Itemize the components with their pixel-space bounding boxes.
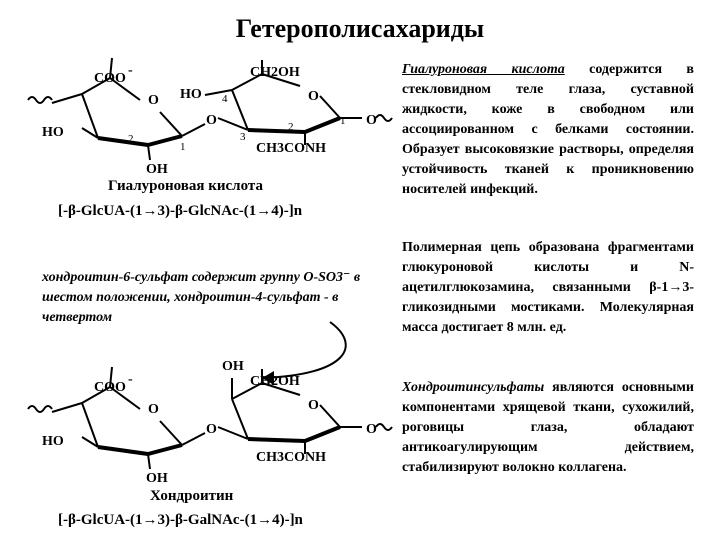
ch2oh-label-2: CH2OH	[250, 374, 300, 389]
oh-label: OH	[146, 162, 168, 177]
carbon-number-3: 3	[240, 131, 246, 143]
term-hyaluronic: Гиалуроновая кислота	[402, 62, 565, 77]
paragraph-polymer-chain: Полимерная цепь образована фрагментами глюкуроновой кислоты и N-ацетилглюкозамина, связанными β-1→3-гликозидными мостиками. Молекулярная масса достигает 8 млн. ед.	[402, 240, 694, 335]
ring-oxygen-3: O	[148, 402, 159, 417]
paragraph-chondroitin	[402, 378, 694, 478]
coo-minus-2: -	[128, 372, 133, 387]
glycosidic-oxygen-2: O	[206, 422, 217, 437]
end-oxygen-2: O	[366, 422, 377, 437]
ch3conh-label: CH3CONH	[256, 141, 326, 156]
ring-oxygen-1: O	[148, 93, 159, 108]
ho-left-label: HO	[42, 125, 64, 140]
hyaluronic-acid-structure	[28, 58, 392, 160]
carbon-number-2a: 2	[128, 133, 134, 145]
carbon-number-2b: 2	[288, 121, 294, 133]
chondroitin-formula: [-β-GlcUA-(1→3)-β-GalNAc-(1→4)-]n	[58, 512, 303, 528]
carbon-number-1b: 1	[340, 115, 346, 127]
oh-top-label: OH	[222, 359, 244, 374]
chondroitin-structure	[28, 322, 392, 469]
coo-label: COO	[94, 71, 126, 86]
coo-label-2: COO	[94, 380, 126, 395]
paragraph-hyaluronic	[402, 60, 694, 200]
paragraph-chondroitin-body: являются основными компонентами хрящевой ткани, сухожилий, роговицы глаза, обладают антикоагулирующим действием, стабилизируют волокно коллагена.	[402, 380, 694, 475]
oh-label-2: OH	[146, 471, 168, 486]
glycosidic-oxygen: O	[206, 113, 217, 128]
term-chondroitin: Хондроитинсульфаты	[402, 380, 545, 395]
end-oxygen: O	[366, 113, 377, 128]
paragraph-hyaluronic-body: содержится в стекловидном теле глаза, суставной жидкости, коже в свободном или ассоциированном с белками состоянии. Образует высоковязкие растворы, определяя устойчивость тканей к проникновению носителей инфекций.	[402, 62, 694, 197]
ho-c4-label: HO	[180, 87, 202, 102]
sulfate-note: хондроитин-6-сульфат содержит группу O-SO3⁻ в шестом положении, хондроитин-4-сульфат - в четвертом	[42, 270, 361, 325]
chondroitin-caption: Хондроитин	[150, 488, 234, 504]
ho-left-label-2: HO	[42, 434, 64, 449]
carbon-number-1a: 1	[180, 141, 186, 153]
hyaluronic-acid-formula: [-β-GlcUA-(1→3)-β-GlcNAc-(1→4)-]n	[58, 203, 303, 219]
coo-minus: -	[128, 63, 133, 78]
carbon-number-4: 4	[222, 93, 228, 105]
page-title: Гетерополисахариды	[235, 14, 485, 43]
ring-oxygen-2: O	[308, 89, 319, 104]
ch2oh-label: CH2OH	[250, 65, 300, 80]
ring-oxygen-4: O	[308, 398, 319, 413]
ch3conh-label-2: CH3CONH	[256, 450, 326, 465]
hyaluronic-acid-caption: Гиалуроновая кислота	[108, 178, 263, 194]
